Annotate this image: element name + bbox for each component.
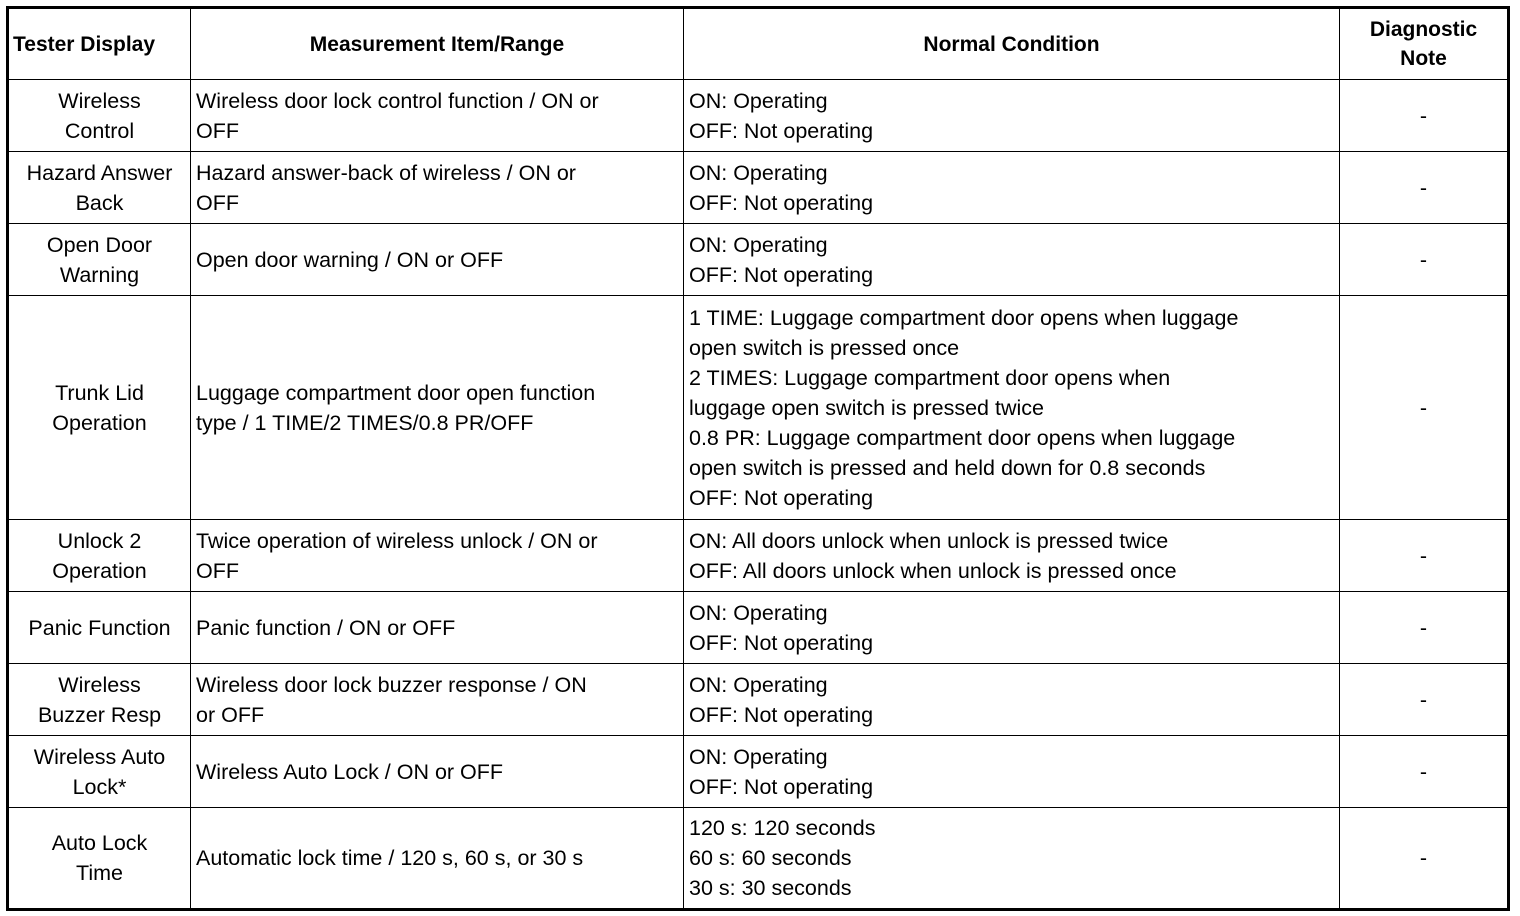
- cell-line: Time: [76, 861, 123, 885]
- cell-line: OFF: All doors unlock when unlock is pressed once: [689, 558, 1177, 583]
- measurement-cell: [191, 664, 684, 736]
- cell-line: Panic Function: [28, 615, 171, 640]
- normal-condition-cell: [684, 224, 1340, 296]
- header-diagnostic-note-line: Note: [1400, 47, 1447, 70]
- cell-line: OFF: Not operating: [689, 702, 874, 727]
- diagnostic-note-cell: -: [1340, 80, 1509, 152]
- cell-line: Unlock 2: [57, 528, 142, 553]
- normal-condition-cell: [684, 80, 1340, 152]
- measurement-cell: [191, 520, 684, 592]
- cell-line: Luggage compartment door open function: [196, 380, 596, 405]
- cell-line: Automatic lock time / 120 s, 60 s, or 30 s: [196, 846, 584, 870]
- diagnostic-note-cell: -: [1340, 664, 1509, 736]
- normal-condition-cell: [684, 296, 1340, 520]
- cell-line: Hazard answer-back of wireless / ON or: [196, 160, 576, 185]
- table-header-row: [8, 8, 1509, 80]
- header-normal-condition: Normal Condition: [684, 8, 1340, 80]
- cell-line: Lock*: [72, 774, 127, 799]
- table-row: [8, 592, 1509, 664]
- cell-line: OFF: [196, 190, 239, 215]
- tester-display-cell: [8, 152, 191, 224]
- cell-line: Operation: [52, 410, 147, 435]
- tester-display-cell: [8, 224, 191, 296]
- diagnostic-note-cell: -: [1340, 224, 1509, 296]
- table-row: [8, 152, 1509, 224]
- cell-line: Hazard Answer: [26, 160, 173, 185]
- cell-line: Warning: [59, 262, 140, 287]
- table-row: [8, 296, 1509, 520]
- tester-display-cell: [8, 592, 191, 664]
- header-tester-display: Tester Display: [8, 8, 191, 80]
- normal-condition-cell: [684, 520, 1340, 592]
- cell-line: Wireless Auto Lock / ON or OFF: [196, 759, 504, 784]
- tester-display-cell: [8, 296, 191, 520]
- cell-line: 2 TIMES: Luggage compartment door opens when: [689, 365, 1171, 390]
- header-measurement-item: Measurement Item/Range: [191, 8, 684, 80]
- cell-line: OFF: [196, 118, 239, 143]
- measurement-cell: [191, 80, 684, 152]
- normal-condition-cell: [684, 736, 1340, 808]
- cell-line: type / 1 TIME/2 TIMES/0.8 PR/OFF: [196, 410, 534, 435]
- cell-line: ON: Operating: [689, 672, 828, 697]
- diagnostic-note-cell: -: [1340, 520, 1509, 592]
- cell-line: ON: Operating: [689, 88, 828, 113]
- cell-line: Control: [64, 118, 135, 143]
- measurement-cell: [191, 592, 684, 664]
- measurement-cell: [191, 224, 684, 296]
- diagnostic-note-cell: -: [1340, 296, 1509, 520]
- cell-line: Back: [75, 190, 124, 215]
- diagnostic-note-cell: -: [1340, 152, 1509, 224]
- cell-line: ON: Operating: [689, 744, 828, 769]
- table-row: [8, 520, 1509, 592]
- measurement-cell: [191, 296, 684, 520]
- cell-line: Wireless: [58, 672, 141, 697]
- cell-line: OFF: Not operating: [689, 190, 874, 215]
- normal-condition-cell: [684, 664, 1340, 736]
- cell-line: 60 s: 60 seconds: [689, 846, 852, 870]
- cell-line: OFF: [196, 558, 239, 583]
- cell-line: or OFF: [196, 702, 265, 727]
- cell-line: 1 TIME: Luggage compartment door opens when luggage: [689, 305, 1239, 330]
- cell-line: Twice operation of wireless unlock / ON or: [196, 528, 598, 553]
- table-row: [8, 664, 1509, 736]
- table-row: [8, 808, 1509, 910]
- diagnostic-note-cell: -: [1340, 736, 1509, 808]
- cell-line: Open Door: [46, 232, 153, 257]
- diagnostic-note-cell: -: [1340, 808, 1509, 910]
- cell-line: ON: Operating: [689, 232, 828, 257]
- tester-display-cell: [8, 664, 191, 736]
- cell-line: open switch is pressed once: [689, 335, 960, 360]
- cell-line: OFF: Not operating: [689, 262, 874, 287]
- cell-line: Operation: [52, 558, 147, 583]
- cell-line: ON: All doors unlock when unlock is pressed twice: [689, 528, 1169, 553]
- cell-line: Open door warning / ON or OFF: [196, 247, 504, 272]
- cell-line: OFF: Not operating: [689, 485, 874, 510]
- cell-line: ON: Operating: [689, 600, 828, 625]
- cell-line: luggage open switch is pressed twice: [689, 395, 1044, 420]
- cell-line: open switch is pressed and held down for 0.8 seconds: [689, 455, 1206, 480]
- cell-line: Buzzer Resp: [37, 702, 162, 727]
- tester-display-cell: [8, 520, 191, 592]
- cell-line: Panic function / ON or OFF: [196, 615, 456, 640]
- tester-display-cell: [8, 808, 191, 910]
- cell-line: 120 s: 120 seconds: [689, 816, 876, 840]
- normal-condition-cell: [684, 808, 1340, 910]
- header-diagnostic-note-line: Diagnostic: [1369, 18, 1478, 41]
- normal-condition-cell: [684, 152, 1340, 224]
- measurement-cell: [191, 152, 684, 224]
- cell-line: OFF: Not operating: [689, 118, 874, 143]
- diagnostic-data-table: [6, 6, 1510, 911]
- cell-line: Trunk Lid: [55, 380, 144, 405]
- tester-display-cell: [8, 736, 191, 808]
- cell-line: Wireless door lock buzzer response / ON: [196, 672, 587, 697]
- normal-condition-cell: [684, 592, 1340, 664]
- cell-line: ON: Operating: [689, 160, 828, 185]
- table-row: [8, 736, 1509, 808]
- cell-line: OFF: Not operating: [689, 630, 874, 655]
- measurement-cell: [191, 808, 684, 910]
- cell-line: OFF: Not operating: [689, 774, 874, 799]
- cell-line: Wireless: [58, 88, 141, 113]
- cell-line: Auto Lock: [51, 831, 148, 855]
- table-row: [8, 224, 1509, 296]
- diagnostic-note-cell: -: [1340, 592, 1509, 664]
- header-diagnostic-note: [1340, 8, 1509, 80]
- cell-line: 30 s: 30 seconds: [689, 876, 852, 900]
- cell-line: Wireless Auto: [33, 744, 166, 769]
- tester-display-cell: [8, 80, 191, 152]
- table-row: [8, 80, 1509, 152]
- measurement-cell: [191, 736, 684, 808]
- cell-line: Wireless door lock control function / ON or: [196, 88, 599, 113]
- cell-line: 0.8 PR: Luggage compartment door opens when luggage: [689, 425, 1236, 450]
